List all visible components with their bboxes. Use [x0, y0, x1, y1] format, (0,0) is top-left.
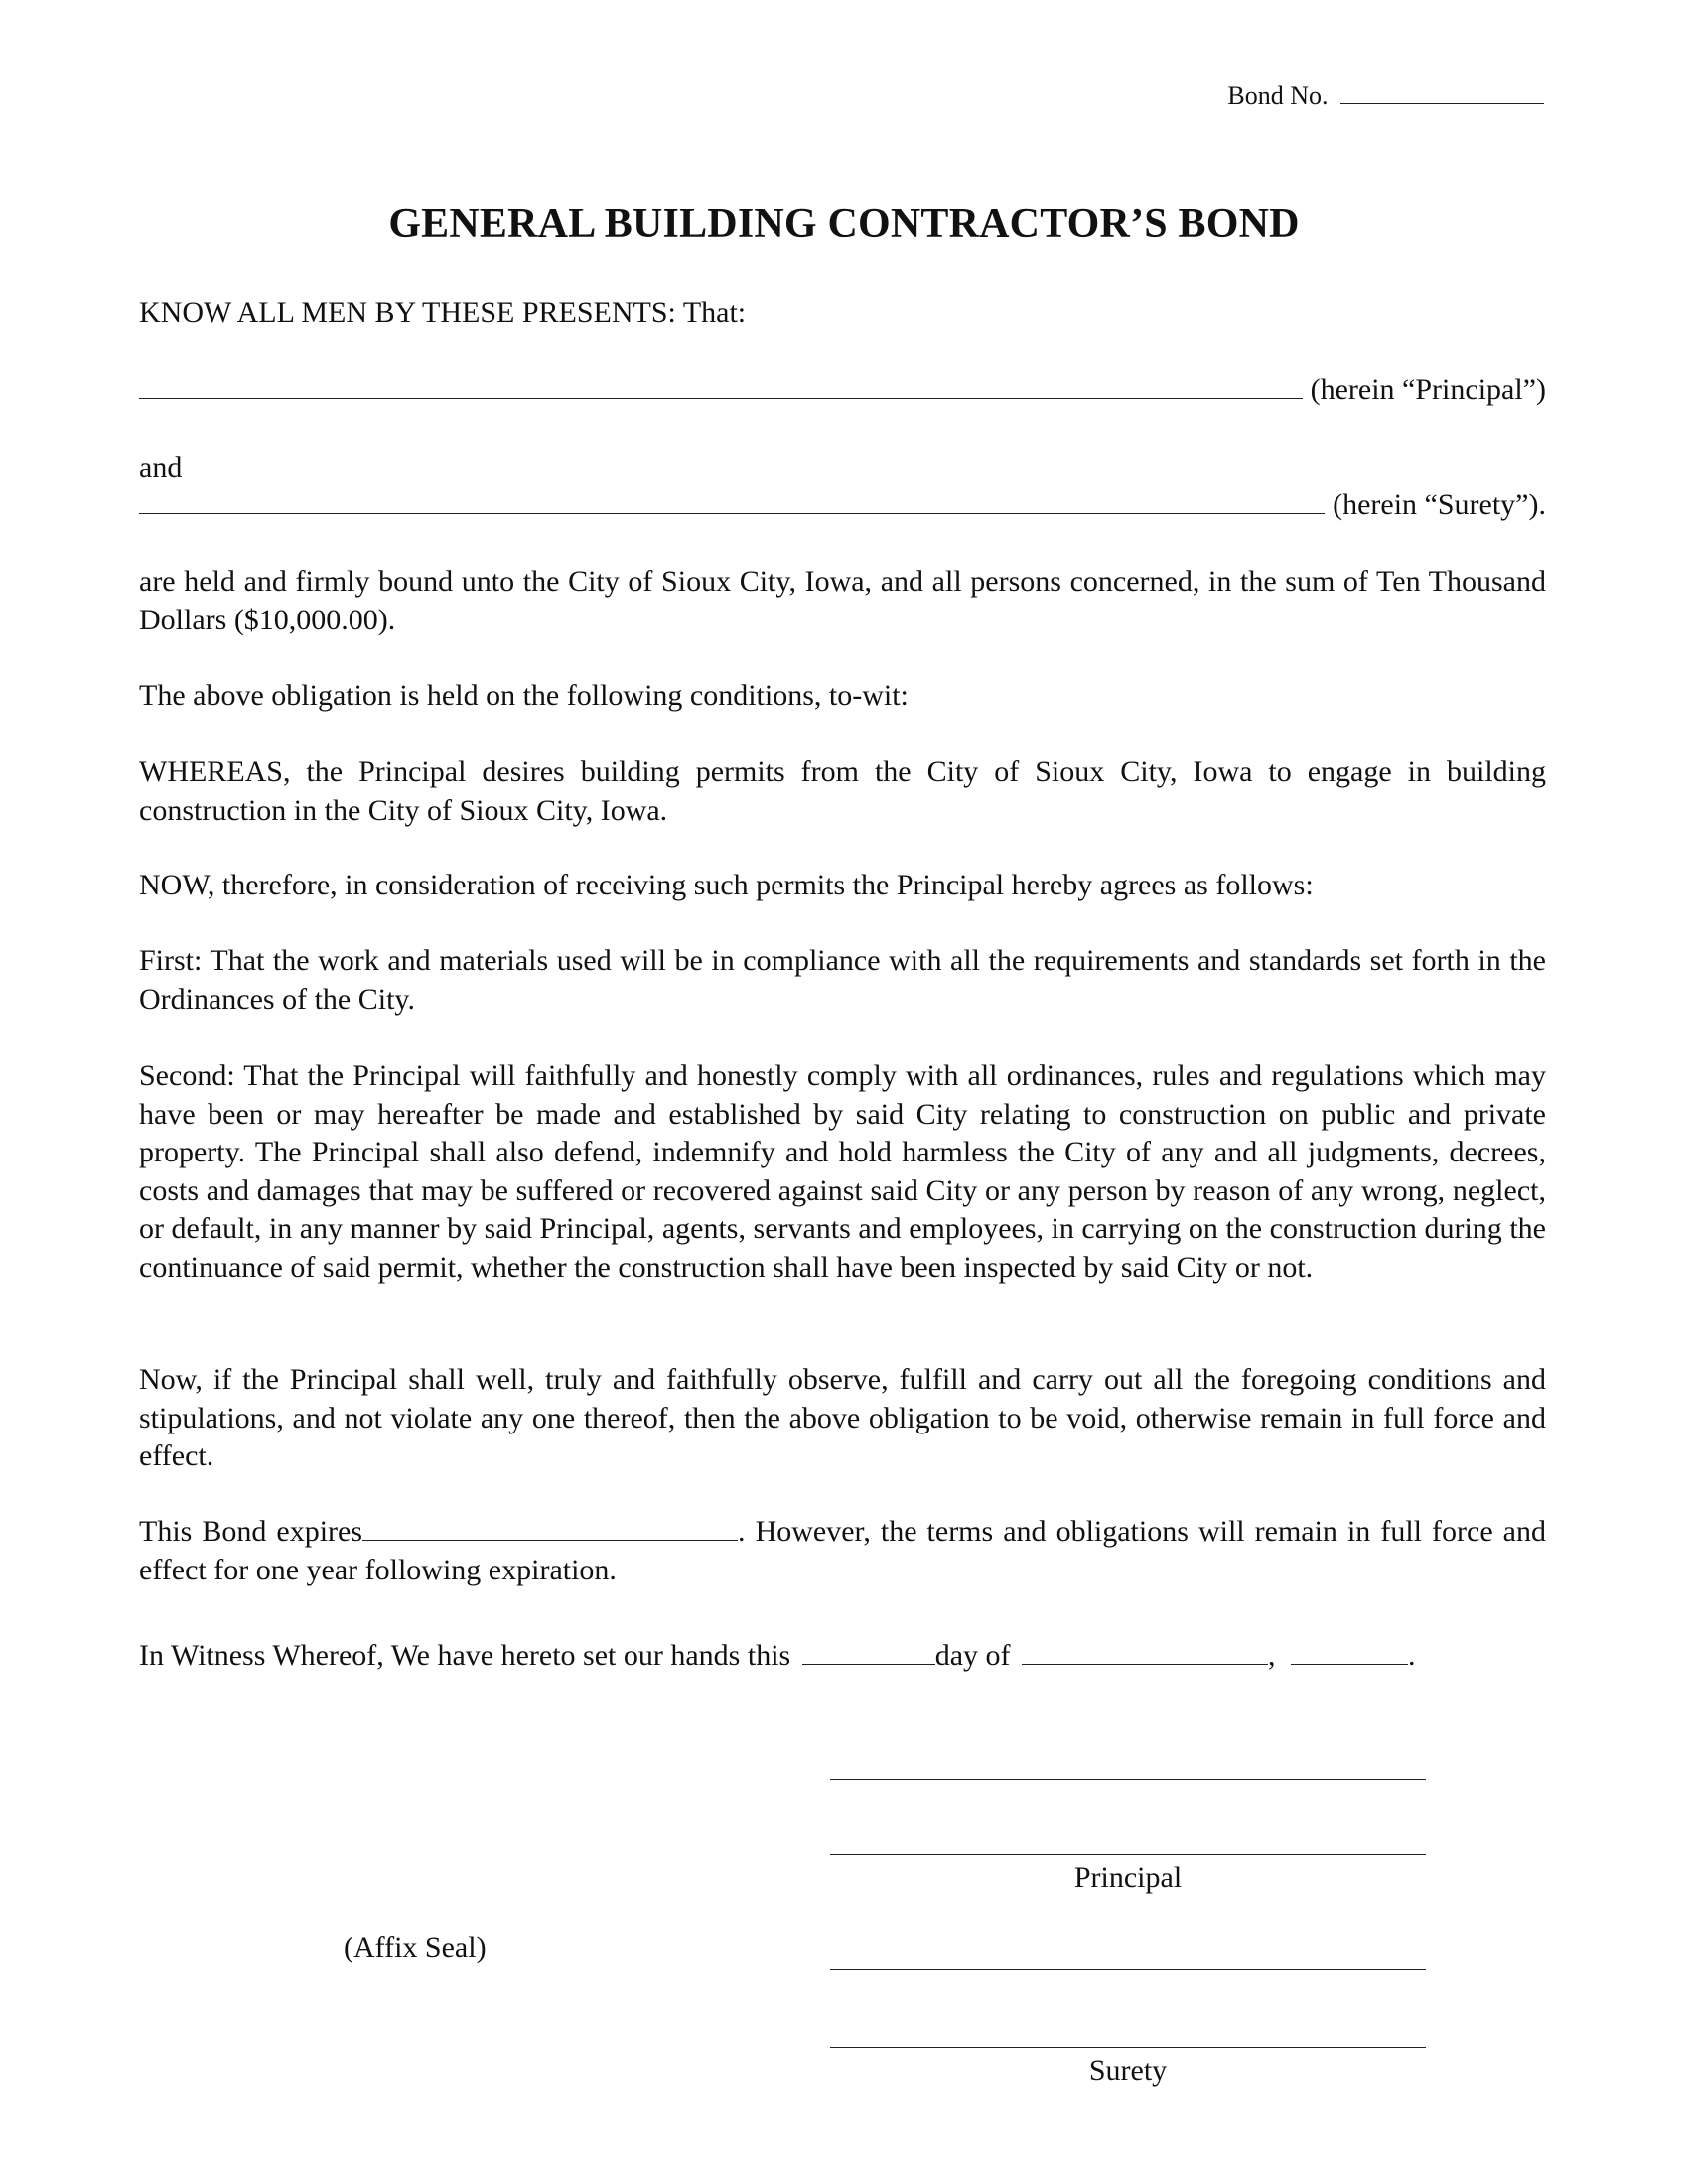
- bound-paragraph: are held and firmly bound unto the City of Sioux City, Iowa, and all persons concerned, in the sum of Ten Thousand Dollars ($10,000.00).: [139, 565, 1546, 636]
- surety-signature-line-2[interactable]: [830, 2047, 1426, 2048]
- witness-prefix: In Witness Whereof, We have hereto set our hands this: [139, 1639, 791, 1672]
- principal-suffix: (herein “Principal”): [1310, 373, 1546, 406]
- now-paragraph: NOW, therefore, in consideration of receiving such permits the Principal hereby agrees as follows:: [139, 869, 1314, 901]
- bond-number-label: Bond No.: [1227, 81, 1329, 110]
- principal-signature-line-2[interactable]: [830, 1854, 1426, 1855]
- void-paragraph: Now, if the Principal shall well, truly and faithfully observe, fulfill and carry out all the foregoing conditions and stipulations, and not violate any one thereof, then the above obligation to be void, otherwise remain in full force and effect.: [139, 1363, 1546, 1472]
- surety-name-row: [139, 486, 1546, 524]
- surety-suffix: (herein “Surety”).: [1333, 488, 1546, 521]
- witness-line: [139, 1637, 1546, 1676]
- witness-day-blank[interactable]: [802, 1638, 935, 1665]
- witness-comma: ,: [1268, 1639, 1276, 1672]
- and-label: and: [139, 451, 183, 483]
- witness-period: .: [1408, 1639, 1416, 1672]
- whereas-paragraph: WHEREAS, the Principal desires building permits from the City of Sioux City, Iowa to engage in building construction in the City of Sioux City, Iowa.: [139, 755, 1546, 827]
- witness-year-blank[interactable]: [1291, 1638, 1408, 1665]
- expiration-paragraph: [139, 1513, 1546, 1589]
- principal-name-blank[interactable]: [139, 372, 1303, 399]
- expires-suffix: . However, the terms and obligations will remain in full force and effect for one year following expiration.: [139, 1515, 1546, 1586]
- surety-label: Surety: [1088, 2054, 1168, 2087]
- expiration-date-blank[interactable]: [362, 1514, 738, 1541]
- first-condition-paragraph: First: That the work and materials used will be in compliance with all the requirements and standards set forth in the Ordinances of the City.: [139, 944, 1546, 1016]
- expires-prefix: This Bond expires: [139, 1515, 363, 1548]
- second-condition-paragraph: Second: That the Principal will faithfully and honestly comply with all ordinances, rules and regulations which may have been or may hereafter be made and established by said City relating to construction on public and private property. The Principal shall also defend, indemnify and hold harmless the City of any and all judgments, decrees, costs and damages that may be suffered or recovered against said City or any person by reason of any wrong, neglect, or default, in any manner by said Principal, agents, servants and employees, in carrying on the construction during the continuance of said permit, whether the construction shall have been inspected by said City or not.: [139, 1059, 1546, 1284]
- obligation-paragraph: The above obligation is held on the following conditions, to-wit:: [139, 679, 909, 712]
- bond-number-blank[interactable]: [1340, 77, 1544, 104]
- surety-signature-line-1[interactable]: [830, 1969, 1426, 1970]
- principal-signature-line-1[interactable]: [830, 1779, 1426, 1780]
- intro-line: KNOW ALL MEN BY THESE PRESENTS: That:: [139, 296, 747, 329]
- bond-number-field: [1227, 77, 1544, 112]
- principal-label: Principal: [1073, 1861, 1183, 1894]
- affix-seal-label: (Affix Seal): [344, 1931, 487, 1964]
- witness-day-label: day of: [934, 1639, 1011, 1672]
- surety-name-blank[interactable]: [139, 487, 1325, 514]
- document-title: GENERAL BUILDING CONTRACTOR’S BOND: [388, 202, 1300, 247]
- witness-month-blank[interactable]: [1022, 1638, 1268, 1665]
- principal-name-row: [139, 371, 1546, 409]
